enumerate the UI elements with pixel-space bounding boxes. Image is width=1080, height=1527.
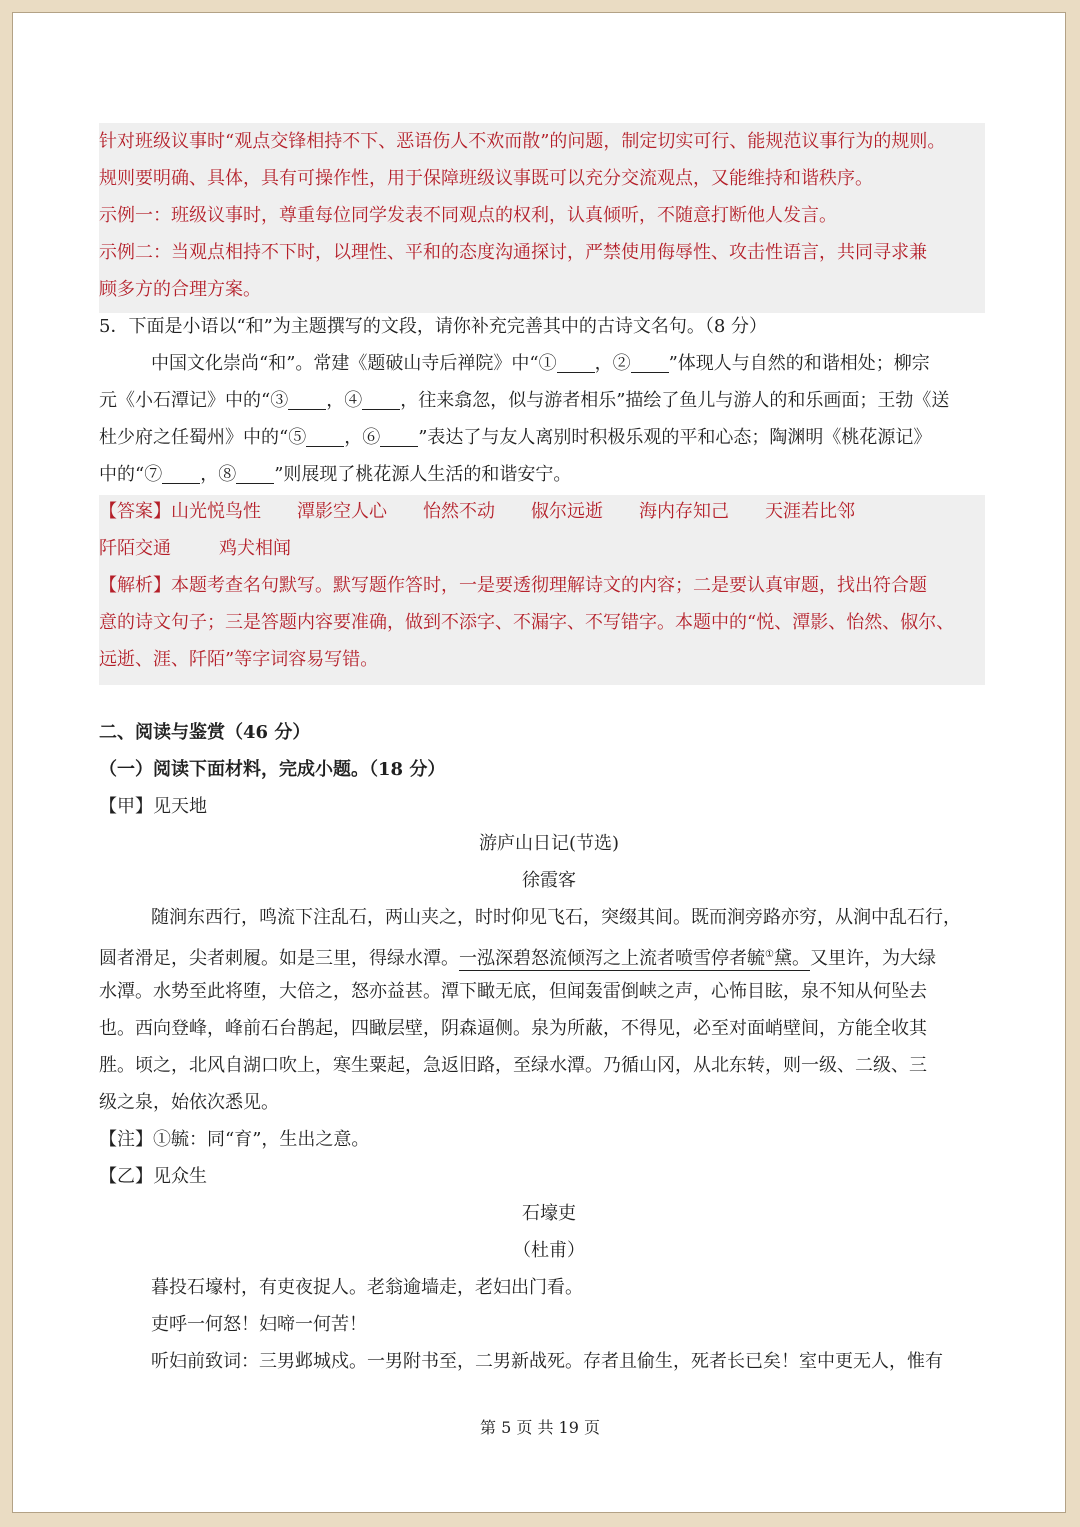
footnote-marker: ①: [765, 949, 774, 960]
fill-blank: [380, 426, 418, 447]
fill-blank: [288, 389, 326, 410]
answer-item: 怡然不动: [423, 501, 495, 522]
passage-line: 级之泉，始依次悉见。: [99, 1092, 279, 1113]
answer-item: 海内存知己: [639, 501, 729, 522]
answer-label: 【答案】: [99, 501, 171, 522]
underlined-sentence: [459, 948, 810, 971]
answer-item: 鸡犬相闻: [219, 538, 291, 559]
analysis-line: 意的诗文句子；三是答题内容要准确，做到不添字、不漏字、不写错字。本题中的“悦、潭影、怡然、俶尔、: [99, 612, 955, 633]
fill-blank: [362, 389, 400, 410]
passage-line: 也。西向登峰，峰前石台鹊起，四瞰层壁，阴森逼侧。泉为所蔽，不得见，必至对面峭壁间，方能全收其: [99, 1018, 927, 1039]
page-number-footer: 第 5 页 共 19 页: [480, 1418, 600, 1437]
document-page: [12, 12, 1066, 1513]
underlined-text: 一泓深碧怒流倾泻之上流者喷雪停者毓: [459, 948, 765, 969]
poem-title: 石壕吏: [522, 1203, 576, 1224]
passage-text: ，往来翕忽，似与游者相乐”描绘了鱼儿与游人的和乐画面；王勃《送: [400, 390, 950, 411]
poem-line: 暮投石壕村，有吏夜捉人。老翁逾墙走，老妇出门看。: [151, 1277, 583, 1298]
question-5-passage-line: [99, 456, 999, 493]
passage-text: ”体现人与自然的和谐相处；柳宗: [668, 353, 930, 374]
poem-author: （杜甫）: [513, 1240, 585, 1261]
question-5-passage-line: [99, 345, 999, 382]
passage-author: 徐霞客: [522, 870, 576, 891]
answer-item: 俶尔远逝: [531, 501, 603, 522]
fill-blank: [236, 463, 274, 484]
answer-line: 示例一：班级议事时，尊重每位同学发表不同观点的权利，认真倾听，不随意打断他人发言。: [99, 205, 837, 226]
passage-text: 中国文化崇尚“和”。常建《题破山寺后禅院》中“①: [151, 353, 557, 374]
answer-line: 顾多方的合理方案。: [99, 279, 261, 300]
fill-blank: [162, 463, 200, 484]
underlined-text: 黛。: [773, 948, 810, 969]
answer-item: 潭影空人心: [297, 501, 387, 522]
footnote: 【注】①毓：同“育”，生出之意。: [99, 1129, 370, 1150]
question-5-stem: 5．下面是小语以“和”为主题撰写的文段，请你补充完善其中的古诗文名句。（8 分）: [99, 316, 768, 337]
subsection-heading: （一）阅读下面材料，完成小题。（18 分）: [99, 759, 446, 780]
poem-line: 吏呼一何怒！妇啼一何苦！: [151, 1314, 367, 1335]
analysis-line: 【解析】本题考查名句默写。默写题作答时，一是要透彻理解诗文的内容；二是要认真审题，找出符合题: [99, 575, 927, 596]
passage-title: 游庐山日记(节选): [478, 833, 620, 854]
answer-line: 针对班级议事时“观点交锋相持不下、恶语伤人不欢而散”的问题，制定切实可行、能规范议事行为的规则。: [99, 131, 946, 152]
passage-text: ，②: [594, 353, 631, 374]
answer-item: 阡陌交通: [99, 538, 171, 559]
fill-blank: [306, 426, 344, 447]
question-5-passage-line: [99, 382, 999, 419]
passage-text: ，⑥: [344, 427, 381, 448]
passage-text: ”表达了与友人离别时积极乐观的平和心态；陶渊明《桃花源记》: [418, 427, 932, 448]
analysis-line: 远逝、涯、阡陌”等字词容易写错。: [99, 649, 379, 670]
answer-row: [99, 493, 999, 530]
fill-blank: [557, 352, 595, 373]
passage-text: 杜少府之任蜀州》中的“⑤: [99, 427, 307, 448]
passage-text: ”则展现了桃花源人生活的和谐安宁。: [274, 464, 572, 485]
passage-line: 水潭。水势至此将堕，大倍之，怒亦益甚。潭下瞰无底，但闻轰雷倒峡之声，心怖目眩，泉不知从何坠去: [99, 981, 927, 1002]
passage-text: ，④: [326, 390, 363, 411]
passage-text: 元《小石潭记》中的“③: [99, 390, 289, 411]
material-label-jia: 【甲】见天地: [99, 796, 207, 817]
passage-line: 胜。顷之，北风自湖口吹上，寒生粟起，急返旧路，至绿水潭。乃循山冈，从北东转，则一级、二级、三: [99, 1055, 927, 1076]
section-heading: 二、阅读与鉴赏（46 分）: [99, 722, 311, 743]
question-5-passage-line: [99, 419, 999, 456]
fill-blank: [631, 352, 669, 373]
passage-line: [99, 936, 999, 977]
answer-item: 山光悦鸟性: [171, 501, 261, 522]
answer-line: 示例二：当观点相持不下时，以理性、平和的态度沟通探讨，严禁使用侮辱性、攻击性语言，共同寻求兼: [99, 242, 927, 263]
passage-text: 又里许，为大绿: [809, 948, 936, 969]
material-label-yi: 【乙】见众生: [99, 1166, 207, 1187]
answer-row: [99, 530, 999, 567]
passage-text: ，⑧: [200, 464, 237, 485]
passage-text: 中的“⑦: [99, 464, 163, 485]
answer-item: 天涯若比邻: [765, 501, 855, 522]
passage-text: 圆者滑足，尖者刺履。如是三里，得绿水潭。: [99, 948, 459, 969]
answer-line: 规则要明确、具体，具有可操作性，用于保障班级议事既可以充分交流观点，又能维持和谐秩序。: [99, 168, 873, 189]
passage-line: 随涧东西行，鸣流下注乱石，两山夹之，时时仰见飞石，突缀其间。既而涧旁路亦穷，从涧中乱石行，: [151, 907, 961, 928]
poem-line: 听妇前致词：三男邺城戍。一男附书至，二男新战死。存者且偷生，死者长已矣！室中更无人，惟有: [151, 1351, 943, 1372]
